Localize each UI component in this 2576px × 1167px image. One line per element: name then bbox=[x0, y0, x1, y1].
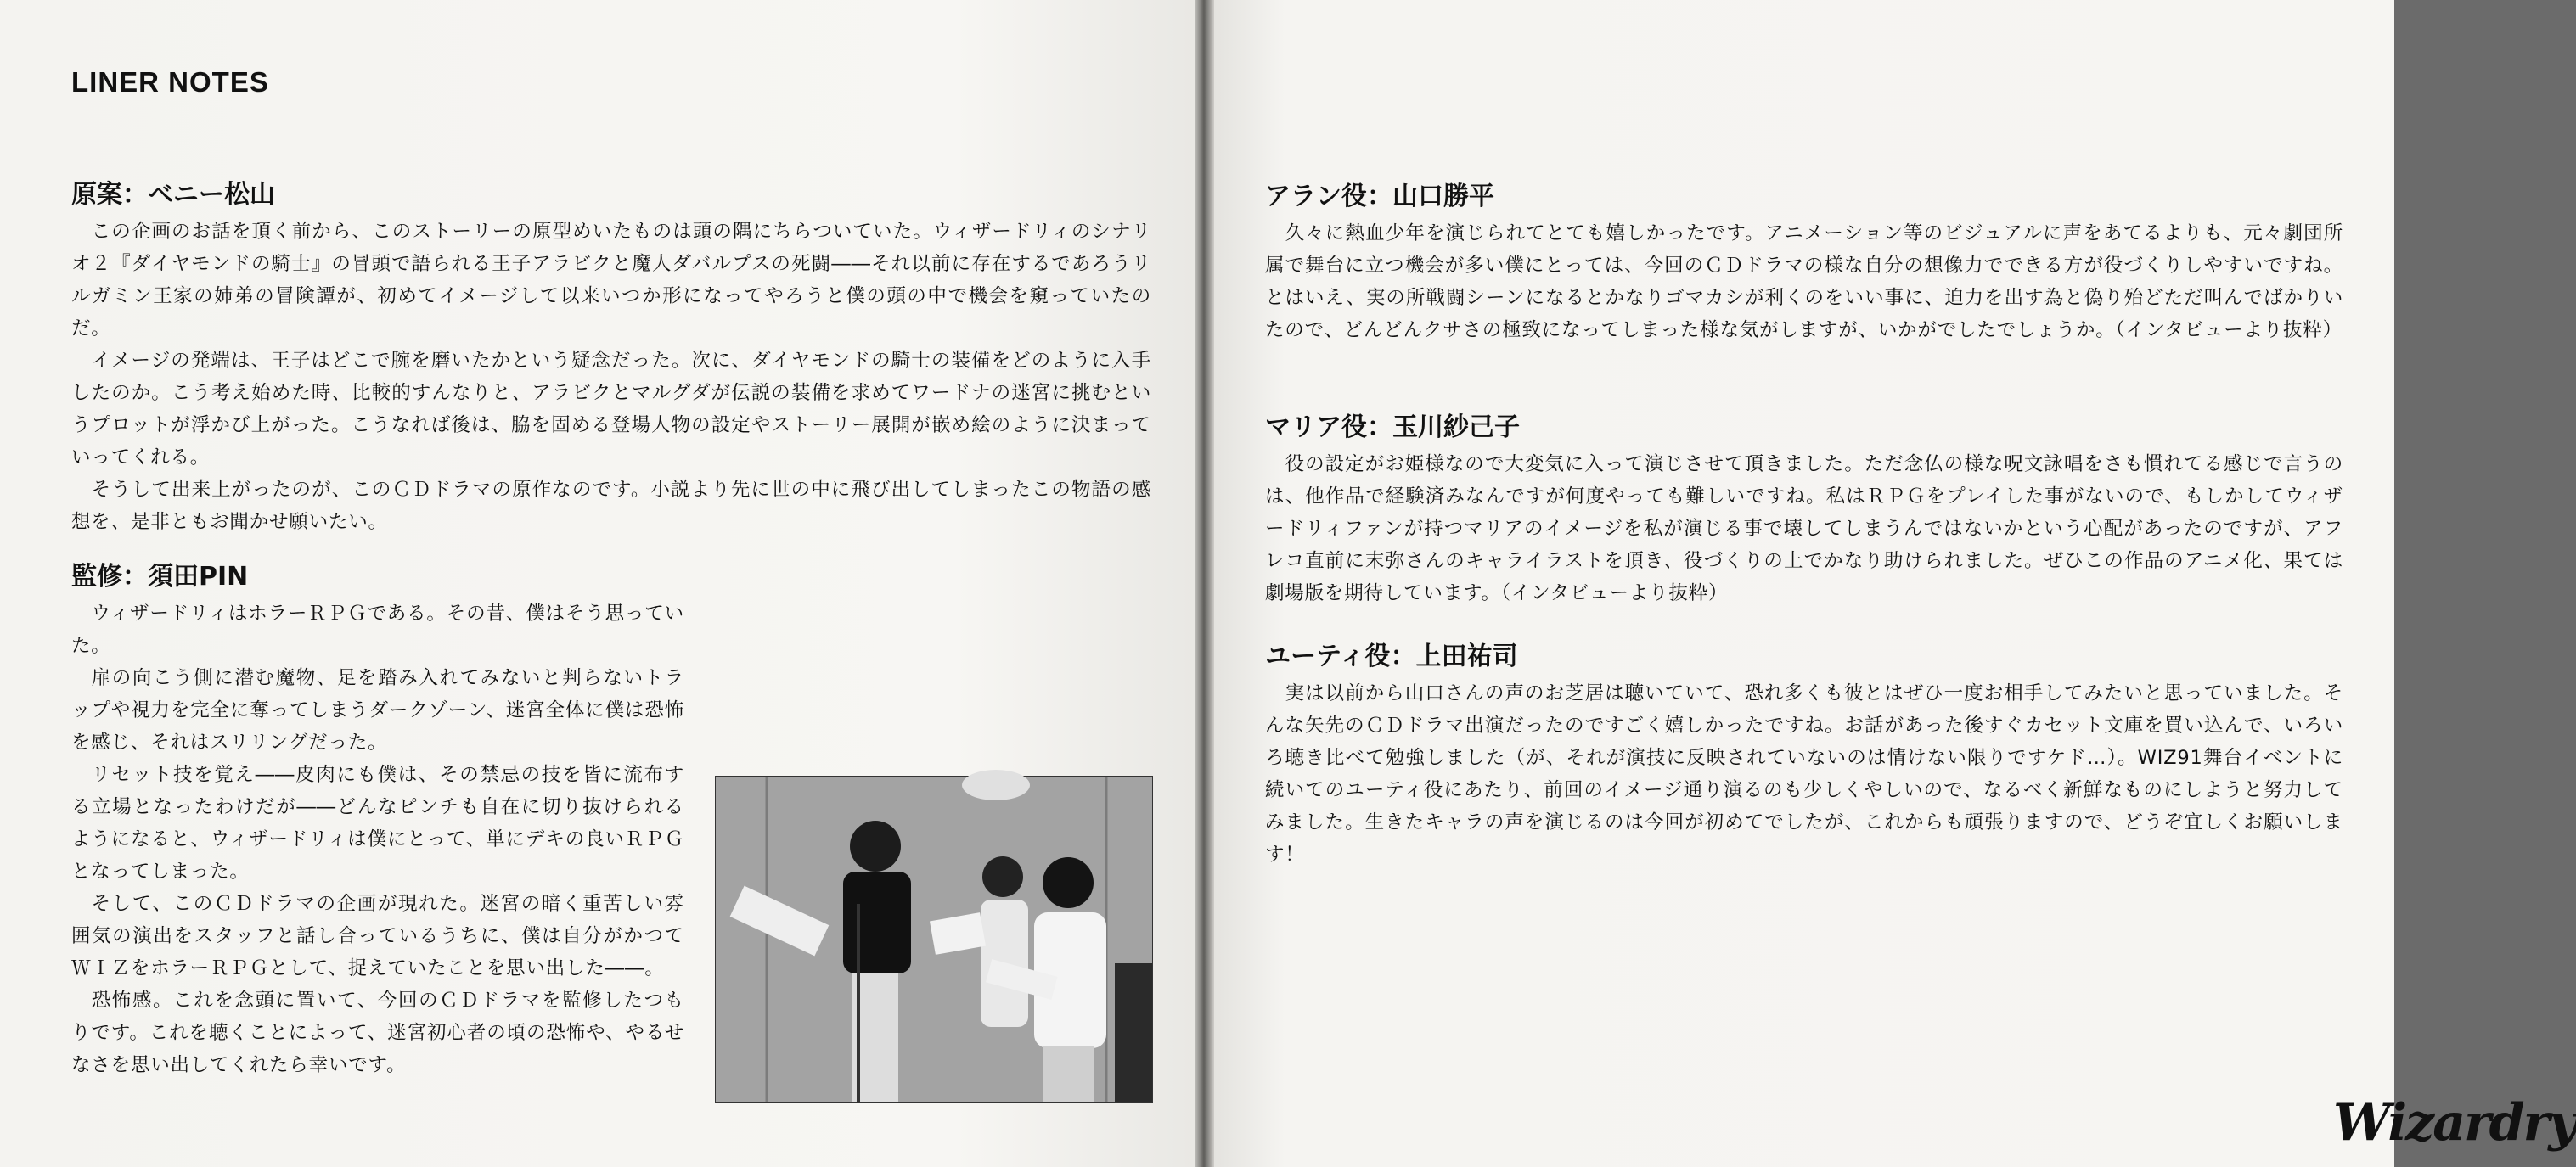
paragraph: リセット技を覚え――皮肉にも僕は、その禁忌の技を皆に流布する立場となったわけだが――どんなピンチも自在に切り抜けられるようになると、ウィザードリィは僕にとって、単にデキの良いＲＰＧとなってしまった。 bbox=[71, 764, 684, 883]
section-alan bbox=[1265, 175, 2343, 346]
right-page bbox=[1214, 0, 2576, 1167]
section-yuty bbox=[1265, 635, 2343, 871]
logo-text: Wizardry bbox=[2333, 1093, 2576, 1153]
liner-notes-title: LINER NOTES bbox=[71, 66, 269, 98]
paragraph: この企画のお話を頂く前から、このストーリーの原型めいたものは頭の隅にちらついていた。ウィザードリィのシナリオ２『ダイヤモンドの騎士』の冒頭で語られる王子アラビクと魔人ダバルプスの死闘――それ以前に存在するであろうリルガミン王家の姉弟の冒険譚が、初めてイメージして以来いつか形になってやろうと僕の頭の中で機会を窺っていたのだ。 bbox=[71, 221, 1151, 339]
section-heading: 原案：ベニー松山 bbox=[71, 180, 275, 210]
wizardry-logo bbox=[2333, 1093, 2576, 1153]
book-spine bbox=[1195, 0, 1214, 1167]
paragraph: 扉の向こう側に潜む魔物、足を踏み入れてみないと判らないトラップや視力を完全に奪ってしまうダークゾーン、迷宮全体に僕は恐怖を感じ、それはスリリングだった。 bbox=[71, 667, 684, 754]
section-heading: 監修：須田PIN bbox=[71, 562, 249, 592]
paragraph: 実は以前から山口さんの声のお芝居は聴いていて、恐れ多くも彼とはぜひ一度お相手してみたいと思っていました。そんな矢先のＣＤドラマ出演だったのですごく嬉しかったですね。お話があった後すぐカセット文庫を買い込んで、いろいろ聴き比べて勉強しました（が、それが演技に反映されていないのは情けない限りですケド…）。WIZ91舞台イベントに続いてのユーティ役にあたり、前回のイメージ通り演るのも少しくやしいので、なるべく新鮮なものにしようと努力してみました。生きたキャラの声を演じるのは今回が初めてでしたが、これからも頑張りますので、どうぞ宜しくお願いします！ bbox=[1265, 682, 2343, 866]
section-heading: アラン役：山口勝平 bbox=[1265, 182, 1494, 211]
section-supervision bbox=[71, 555, 684, 1081]
paragraph: 恐怖感。これを念頭に置いて、今回のＣＤドラマを監修したつもりです。これを聴くことによって、迷宮初心者の頃の恐怖や、やるせなさを思い出してくれたら幸いです。 bbox=[71, 990, 684, 1076]
section-maria bbox=[1265, 406, 2343, 609]
recording-session-photo bbox=[715, 776, 1153, 1103]
left-page bbox=[0, 0, 1195, 1167]
section-heading: ユーティ役：上田祐司 bbox=[1265, 642, 1518, 671]
paragraph: 久々に熱血少年を演じられてとても嬉しかったです。アニメーション等のビジュアルに声をあてるよりも、元々劇団所属で舞台に立つ機会が多い僕にとっては、今回のＣＤドラマの様な自分の想像力でできる方が役づくりしやすいですね。とはいえ、実の所戦闘シーンになるとかなりゴマカシが利くのをいい事に、迫力を出す為と偽り殆どただ叫んでばかりいたので、どんどんクサさの極致になってしまった様な気がしますが、いかがでしたでしょうか。（インタビューより抜粋） bbox=[1265, 222, 2343, 341]
paragraph: そして、このＣＤドラマの企画が現れた。迷宮の暗く重苦しい雰囲気の演出をスタッフと話し合っているうちに、僕は自分がかつてＷＩＺをホラーＲＰＧとして、捉えていたことを思い出した――。 bbox=[71, 893, 684, 979]
paragraph: 役の設定がお姫様なので大変気に入って演じさせて頂きました。ただ念仏の様な呪文詠唱をさも慣れてる感じで言うのは、他作品で経験済みなんですが何度やっても難しいですね。私はＲＰＧをプレイした事がないので、もしかしてウィザードリィファンが持つマリアのイメージを私が演じる事で壊してしまうんではないかという心配があったのですが、アフレコ直前に末弥さんのキャライラストを頂き、役づくりの上でかなり助けられました。ぜひこの作品のアニメ化、果ては劇場版を期待しています。（インタビューより抜粋） bbox=[1265, 453, 2343, 604]
paragraph: そうして出来上がったのが、このＣＤドラマの原作なのです。小説より先に世の中に飛び出してしまったこの物語の感想を、是非ともお聞かせ願いたい。 bbox=[71, 479, 1151, 533]
photo-illustration bbox=[716, 777, 1152, 1102]
paragraph: ウィザードリィはホラーＲＰＧである。その昔、僕はそう思っていた。 bbox=[71, 603, 684, 657]
section-original-story bbox=[71, 173, 1151, 538]
paragraph: イメージの発端は、王子はどこで腕を磨いたかという疑念だった。次に、ダイヤモンドの騎士の装備をどのように入手したのか。こう考え始めた時、比較的すんなりと、アラビクとマルグダが伝説の装備を求めてワードナの迷宮に挑むというプロットが浮かび上がった。こうなれば後は、脇を固める登場人物の設定やストーリー展開が嵌め絵のように決まっていってくれる。 bbox=[71, 350, 1151, 468]
section-heading: マリア役：玉川紗己子 bbox=[1265, 412, 1520, 442]
